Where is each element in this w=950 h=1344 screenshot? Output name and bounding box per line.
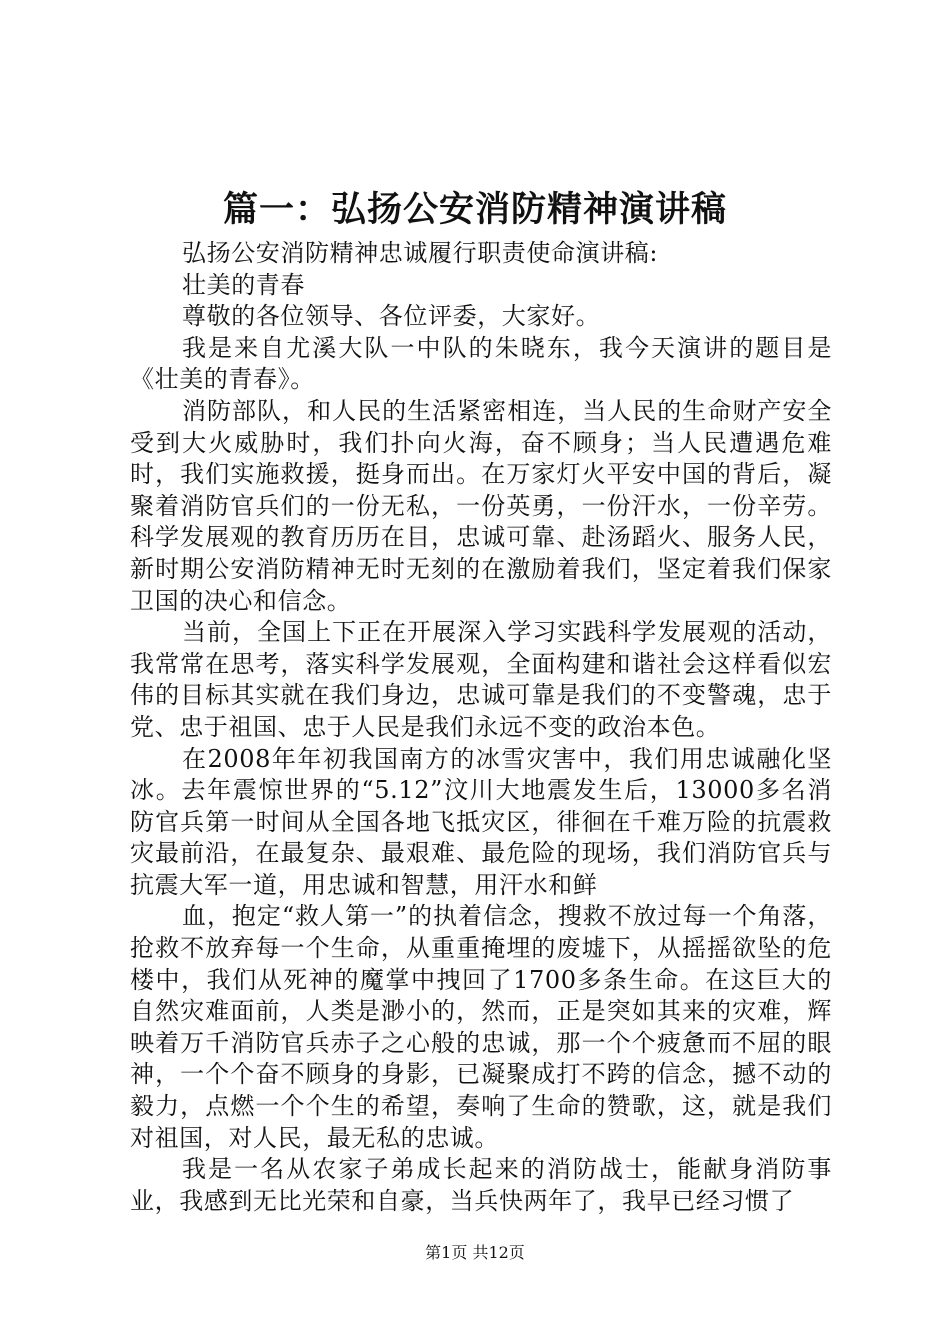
page-number-footer: 第1页 共12页	[425, 1243, 525, 1262]
document-body	[130, 238, 832, 1217]
paragraph-rescue: 血，抱定“救人第一”的执着信念，搜救不放过每一个角落，抢救不放弃每一个生命，从重重掩埋的废墟下，从摇摇欲坠的危楼中，我们从死神的魔掌中拽回了1700多条生命。在这巨大的自然灾难面前，人类是渺小的，然而，正是突如其来的灾难，辉映着万千消防官兵赤子之心般的忠诚，那一个个疲惫而不屈的眼神，一个个奋不顾身的身影，已凝聚成打不跨的信念，撼不动的毅力，点燃一个个生的希望，奏响了生命的赞歌，这，就是我们对祖国，对人民，最无私的忠诚。	[130, 902, 832, 1152]
paragraph-personal: 我是一名从农家子弟成长起来的消防战士，能献身消防事业，我感到无比光荣和自豪，当兵快两年了，我早已经习惯了	[130, 1155, 832, 1215]
paragraph-intro: 弘扬公安消防精神忠诚履行职责使命演讲稿:	[182, 239, 659, 267]
paragraph-self-intro: 我是来自尤溪大队一中队的朱晓东，我今天演讲的题目是《壮美的青春》。	[130, 333, 832, 394]
paragraph-current: 当前，全国上下正在开展深入学习实践科学发展观的活动，我常常在思考，落实科学发展观，全面构建和谐社会这样看似宏伟的目标其实就在我们身边，忠诚可靠是我们的不变警魂，忠于党、忠于祖国、忠于人民是我们永远不变的政治本色。	[130, 618, 832, 741]
paragraph-2008: 在2008年年初我国南方的冰雪灾害中，我们用忠诚融化坚冰。去年震惊世界的“5.12”汶川大地震发生后，13000多名消防官兵第一时间从全国各地飞抵灾区，徘徊在千难万险的抗震救灾最前沿，在最复杂、最艰难、最危险的现场，我们消防官兵与抗震大军一道，用忠诚和智慧，用汗水和鲜	[130, 744, 832, 899]
document-title: 篇一：弘扬公安消防精神演讲稿	[222, 190, 727, 230]
paragraph-greeting: 尊敬的各位领导、各位评委，大家好。	[182, 302, 601, 331]
paragraph-fire-service: 消防部队，和人民的生活紧密相连，当人民的生命财产安全受到大火威胁时，我们扑向火海，奋不顾身；当人民遭遇危难时，我们实施救援，挺身而出。在万家灯火平安中国的背后，凝聚着消防官兵们的一份无私，一份英勇，一份汗水，一份辛劳。科学发展观的教育历历在目，忠诚可靠、赴汤蹈火、服务人民，新时期公安消防精神无时无刻的在激励着我们，坚定着我们保家卫国的决心和信念。	[130, 396, 832, 615]
paragraph-speech-title: 壮美的青春	[182, 270, 305, 299]
